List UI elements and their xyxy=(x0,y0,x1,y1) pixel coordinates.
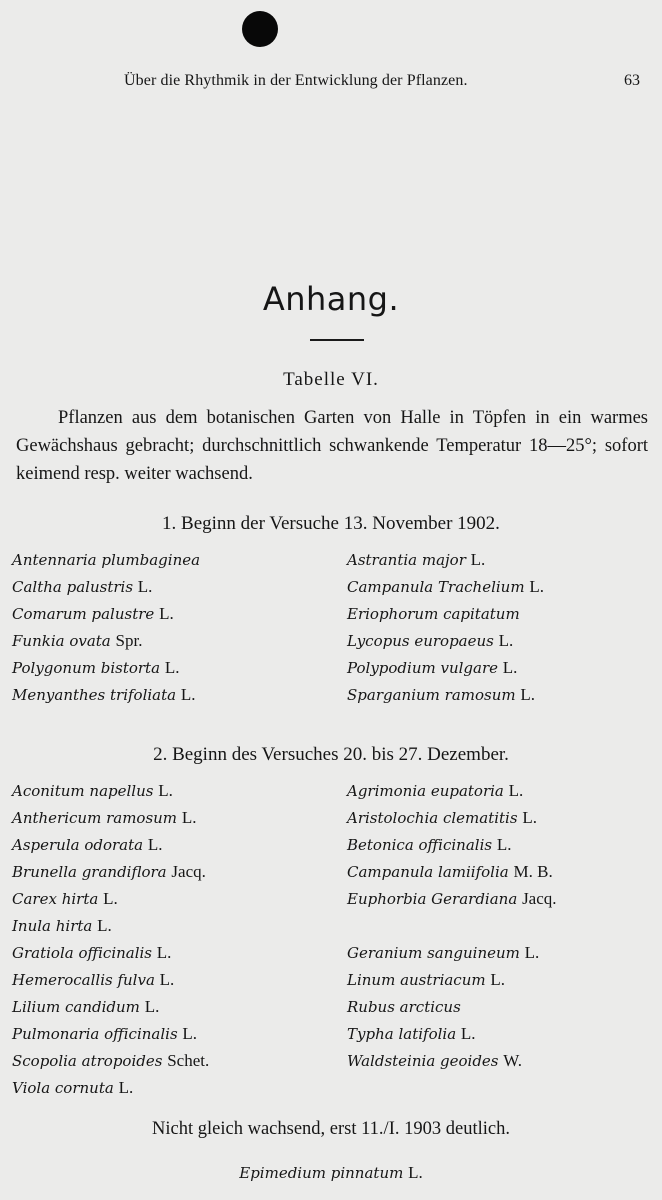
species-name: Astrantia major xyxy=(347,551,466,569)
species-row xyxy=(347,858,557,885)
species-name: Asperula odorata xyxy=(12,836,144,854)
page-number: 63 xyxy=(624,72,640,89)
species-name: Polypodium vulgare xyxy=(347,659,498,677)
species-author: L. xyxy=(159,604,174,623)
species-row xyxy=(347,1020,557,1047)
species-author: L. xyxy=(182,1024,198,1043)
species-author: L. xyxy=(180,685,196,704)
species-name: Viola cornuta xyxy=(12,1079,114,1097)
species-author: L. xyxy=(159,970,175,989)
species-author: L. xyxy=(524,943,540,962)
species-author: L. xyxy=(498,631,514,650)
species-row xyxy=(347,1047,557,1074)
species-name: Carex hirta xyxy=(12,890,99,908)
species-author: L. xyxy=(460,1024,476,1043)
species-author: L. xyxy=(490,970,506,989)
note-text: Nicht gleich wachsend, erst 11./I. 1903 deutlich. xyxy=(152,1119,510,1139)
species-row xyxy=(12,993,209,1020)
section2-heading: 2. Beginn des Versuches 20. bis 27. Dezember. xyxy=(153,744,509,765)
species-row xyxy=(12,777,209,804)
species-author: L. xyxy=(508,781,524,800)
species-row xyxy=(12,600,200,627)
species-row xyxy=(12,912,209,939)
species-author: L. xyxy=(520,685,536,704)
species-row xyxy=(12,573,200,600)
species-row xyxy=(12,1047,209,1074)
species-name: Euphorbia Gerardiana xyxy=(347,890,518,908)
species-name: Betonica officinalis xyxy=(347,836,493,854)
table-title: Tabelle VI. xyxy=(283,369,379,390)
species-row xyxy=(347,993,557,1020)
species-author: L. xyxy=(496,835,512,854)
species-name: Anthericum ramosum xyxy=(12,809,178,827)
species-name: Comarum palustre xyxy=(12,605,155,623)
species-name: Inula hirta xyxy=(12,917,93,935)
punch-hole xyxy=(242,11,278,47)
last-species xyxy=(0,1163,662,1183)
species-name: Hemerocallis fulva xyxy=(12,971,155,989)
species-name: Aconitum napellus xyxy=(12,782,154,800)
species-name: Pulmonaria officinalis xyxy=(12,1025,178,1043)
species-name: Gratiola officinalis xyxy=(12,944,153,962)
species-author: L. xyxy=(147,835,163,854)
species-row xyxy=(12,546,200,573)
species-author: Schet. xyxy=(167,1051,210,1070)
species-row xyxy=(347,939,557,966)
species-row xyxy=(347,966,557,993)
section1-right-column xyxy=(347,546,544,708)
species-row xyxy=(347,912,557,939)
species-author: M. B. xyxy=(513,862,553,881)
species-row xyxy=(12,1020,209,1047)
section2-right-column xyxy=(347,777,557,1074)
species-row xyxy=(347,600,544,627)
species-name: Brunella grandiflora xyxy=(12,863,167,881)
species-row xyxy=(347,654,544,681)
species-name: Caltha palustris xyxy=(12,578,134,596)
species-name: Typha latifolia xyxy=(347,1025,457,1043)
species-row xyxy=(347,885,557,912)
species-name: Menyanthes trifoliata xyxy=(12,686,177,704)
species-row xyxy=(347,804,557,831)
species-row xyxy=(12,681,200,708)
species-row xyxy=(12,831,209,858)
species-author: L. xyxy=(103,889,118,908)
species-name: Aristolochia clematitis xyxy=(347,809,518,827)
species-name: Geranium sanguineum xyxy=(347,944,520,962)
species-row xyxy=(12,627,200,654)
species-author: L. xyxy=(156,943,172,962)
species-author: W. xyxy=(503,1051,523,1070)
species-row xyxy=(347,546,544,573)
species-name: Polygonum bistorta xyxy=(12,659,161,677)
appendix-title: Anhang. xyxy=(262,280,400,318)
species-author: L. xyxy=(137,577,153,596)
species-row xyxy=(347,573,544,600)
species-name: Lycopus europaeus xyxy=(347,632,494,650)
species-row xyxy=(12,966,209,993)
species-author: L. xyxy=(522,808,537,827)
running-title: Über die Rhythmik in der Entwicklung der Pflanzen. xyxy=(124,72,468,89)
species-row xyxy=(347,777,557,804)
species-name: Rubus arcticus xyxy=(347,998,461,1016)
species-name: Sparganium ramosum xyxy=(347,686,516,704)
species-name: Waldsteinia geoides xyxy=(347,1052,499,1070)
species-row xyxy=(12,1074,209,1101)
species-name: Agrimonia eupatoria xyxy=(347,782,504,800)
species-name: Campanula Trachelium xyxy=(347,578,525,596)
section1-left-column xyxy=(12,546,200,708)
title-rule xyxy=(310,339,364,341)
species-row xyxy=(12,804,209,831)
species-row xyxy=(12,939,209,966)
species-name: Linum austriacum xyxy=(347,971,486,989)
species-author: Jacq. xyxy=(522,889,557,908)
species-author: L. xyxy=(408,1163,423,1182)
section2-left-column xyxy=(12,777,209,1101)
species-author: L. xyxy=(529,577,544,596)
species-author: Jacq. xyxy=(171,862,206,881)
species-name: Scopolia atropoides xyxy=(12,1052,163,1070)
species-author: L. xyxy=(144,997,160,1016)
species-row xyxy=(347,831,557,858)
species-row xyxy=(12,885,209,912)
species-name: Epimedium pinnatum xyxy=(239,1164,404,1182)
species-row xyxy=(12,654,200,681)
intro-paragraph xyxy=(16,404,648,488)
species-author: L. xyxy=(158,781,173,800)
intro-text: Pflanzen aus dem botanischen Garten von Halle in Töpfen in ein warmes Gewächshaus gebracht; durchschnittlich schwankende Temperatur 18—25°; sofort keimend resp. weiter wachsend. xyxy=(16,408,648,484)
species-name: Antennaria plumbaginea xyxy=(12,551,201,569)
species-author: L. xyxy=(164,658,180,677)
species-row xyxy=(12,858,209,885)
species-name: Lilium candidum xyxy=(12,998,140,1016)
species-row xyxy=(347,681,544,708)
section1-heading: 1. Beginn der Versuche 13. November 1902. xyxy=(162,513,500,534)
species-author: L. xyxy=(118,1078,134,1097)
species-author: L. xyxy=(502,658,518,677)
species-author: L. xyxy=(470,550,486,569)
species-author: Spr. xyxy=(115,631,143,650)
species-name: Funkia ovata xyxy=(12,632,111,650)
species-name: Eriophorum capitatum xyxy=(347,605,520,623)
species-row xyxy=(347,627,544,654)
species-author: L. xyxy=(181,808,197,827)
species-name: Campanula lamiifolia xyxy=(347,863,509,881)
species-author: L. xyxy=(97,916,112,935)
